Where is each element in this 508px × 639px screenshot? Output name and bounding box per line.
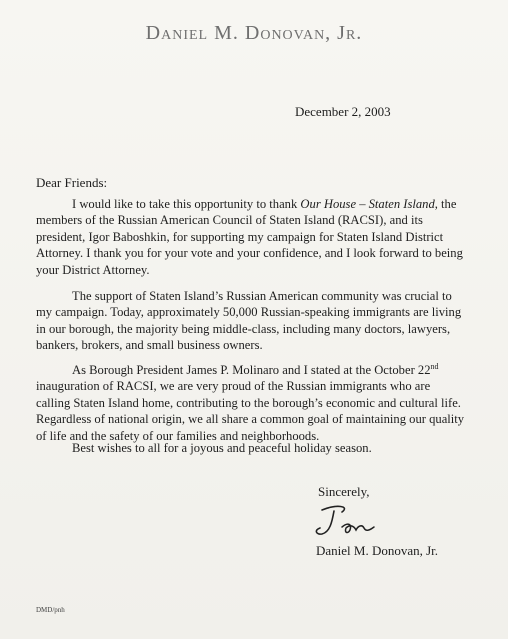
signer-name: Daniel M. Donovan, Jr. (316, 543, 439, 558)
paragraph-inauguration (36, 362, 466, 444)
ordinal-suffix: nd (430, 361, 439, 371)
paragraph-community (36, 288, 466, 354)
paragraph-wishes-text: Best wishes to all for a joyous and peaceful holiday season. (72, 441, 372, 455)
handwritten-signature (312, 500, 392, 542)
organization-name: Our House – Staten Island (300, 197, 435, 211)
letter-date: December 2, 2003 (295, 104, 391, 119)
paragraph-thanks (36, 196, 466, 278)
paragraph-community-text: The support of Staten Island’s Russian American community was crucial to my campaign. Today, approximately 50,000 Russian-speaking immigrants are living in our borough, the majority being middle-class, including many doctors, lawyers, bankers, brokers, and small business owners. (36, 289, 462, 353)
letterhead-name: Daniel M. Donovan, Jr. (145, 22, 363, 44)
reference-initials: DMD/pnh (36, 606, 65, 614)
closing: Sincerely, (318, 484, 370, 499)
paragraph-inauguration-rest: inauguration of RACSI, we are very proud of the Russian immigrants who are calling Staten Island home, contributing to the borough’s economic and cultural life. Regardless of national origin, we all share a common goal of maintaining our quality of life and the safety of our families and neighborhoods. (36, 379, 465, 443)
paragraph-thanks-start: I would like to take this opportunity to thank (72, 197, 301, 211)
salutation: Dear Friends: (36, 175, 108, 190)
paragraph-thanks-rest: , the members of the Russian American Council of Staten Island (RACSI), and its president, Igor Baboshkin, for supporting my campaign for Staten Island District Attorney. I thank you for your vote and your confidence, and I look forward to being your District Attorney. (36, 197, 463, 277)
paragraph-inauguration-start: As Borough President James P. Molinaro and I stated at the October 22 (72, 363, 431, 377)
paragraph-wishes (36, 440, 466, 456)
